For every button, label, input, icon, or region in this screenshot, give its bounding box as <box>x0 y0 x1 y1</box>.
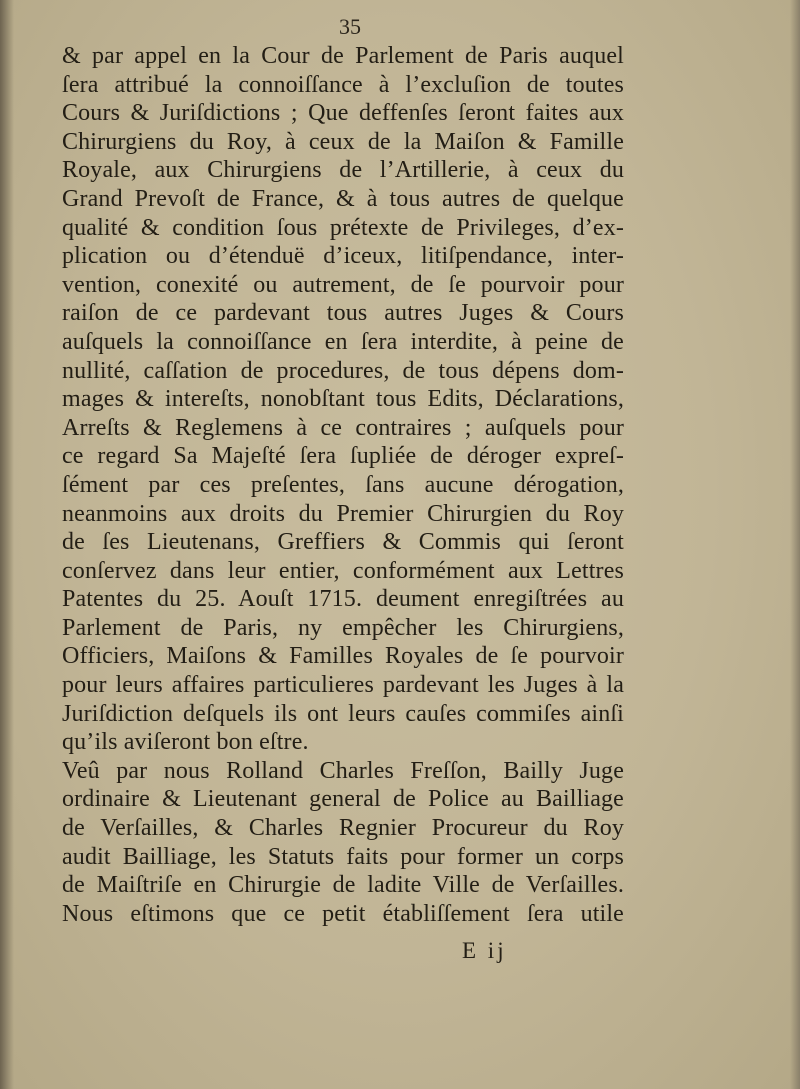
text-line: Juriſdiction deſquels ils ont leurs cauſes commiſes ainſi <box>62 700 624 727</box>
text-line: & par appel en la Cour de Parlement de Paris auquel <box>62 43 624 69</box>
text-line: de ſes Lieutenans, Greffiers & Commis qui ſeront <box>62 529 624 556</box>
text-line: de Maiſtriſe en Chirurgie de ladite Ville de Verſailles. <box>62 872 624 899</box>
text-line: qu’ils aviſeront bon eſtre. <box>62 729 309 756</box>
text-line: pour leurs affaires particulieres pardevant les Juges à la <box>62 672 624 699</box>
text-line: qualité & condition ſous prétexte de Privileges, d’ex- <box>62 214 624 241</box>
text-line: raiſon de ce pardevant tous autres Juges & Cours <box>62 300 624 327</box>
page-edge-shadow <box>790 0 800 1089</box>
text-line: audit Bailliage, les Statuts faits pour former un corps <box>62 843 624 870</box>
text-line: conſervez dans leur entier, conformément aux Lettres <box>62 557 624 584</box>
text-line: Parlement de Paris, ny empêcher les Chirurgiens, <box>62 614 624 641</box>
signature-mark: E ij <box>462 938 507 963</box>
text-line: Grand Prevoſt de France, & à tous autres de quelque <box>62 185 624 212</box>
text-line: nullité, caſſation de procedures, de tous dépens dom- <box>62 357 624 384</box>
text-line: de Verſailles, & Charles Regnier Procureur du Roy <box>62 815 624 842</box>
text-line: ſera attribué la connoiſſance à l’excluſion de toutes <box>62 71 624 98</box>
page-binding-shadow <box>0 0 14 1089</box>
text-line: Officiers, Maiſons & Familles Royales de ſe pourvoir <box>62 643 624 670</box>
text-line: Patentes du 25. Aouſt 1715. deument enregiſtrées au <box>62 586 624 613</box>
text-line: Chirurgiens du Roy, à ceux de la Maiſon & Famille <box>62 128 624 155</box>
text-line: Veû par nous Rolland Charles Freſſon, Bailly Juge <box>62 757 624 784</box>
text-line: ſément par ces preſentes, ſans aucune dérogation, <box>62 471 624 498</box>
text-line: mages & intereſts, nonobſtant tous Edits, Déclarations, <box>62 386 624 413</box>
page-number: 35 <box>339 14 361 39</box>
text-line: plication ou d’étenduë d’iceux, litiſpendance, inter- <box>62 243 624 270</box>
text-line: Cours & Juriſdictions ; Que deffenſes ſeront faites aux <box>62 100 624 127</box>
text-line: neanmoins aux droits du Premier Chirurgien du Roy <box>62 500 624 527</box>
text-line: vention, conexité ou autrement, de ſe pourvoir pour <box>62 271 624 298</box>
text-line: Royale, aux Chirurgiens de l’Artillerie, à ceux du <box>62 157 624 184</box>
text-line: Nous eſtimons que ce petit établiſſement ſera utile <box>62 900 624 927</box>
text-line: auſquels la connoiſſance en ſera interdite, à peine de <box>62 328 624 355</box>
text-line: Arreſts & Reglemens à ce contraires ; auſquels pour <box>62 414 624 441</box>
text-line: ordinaire & Lieutenant general de Police au Bailliage <box>62 786 624 813</box>
body-text <box>62 42 624 928</box>
text-line: ce regard Sa Majeſté ſera ſupliée de déroger expreſ- <box>62 443 624 470</box>
